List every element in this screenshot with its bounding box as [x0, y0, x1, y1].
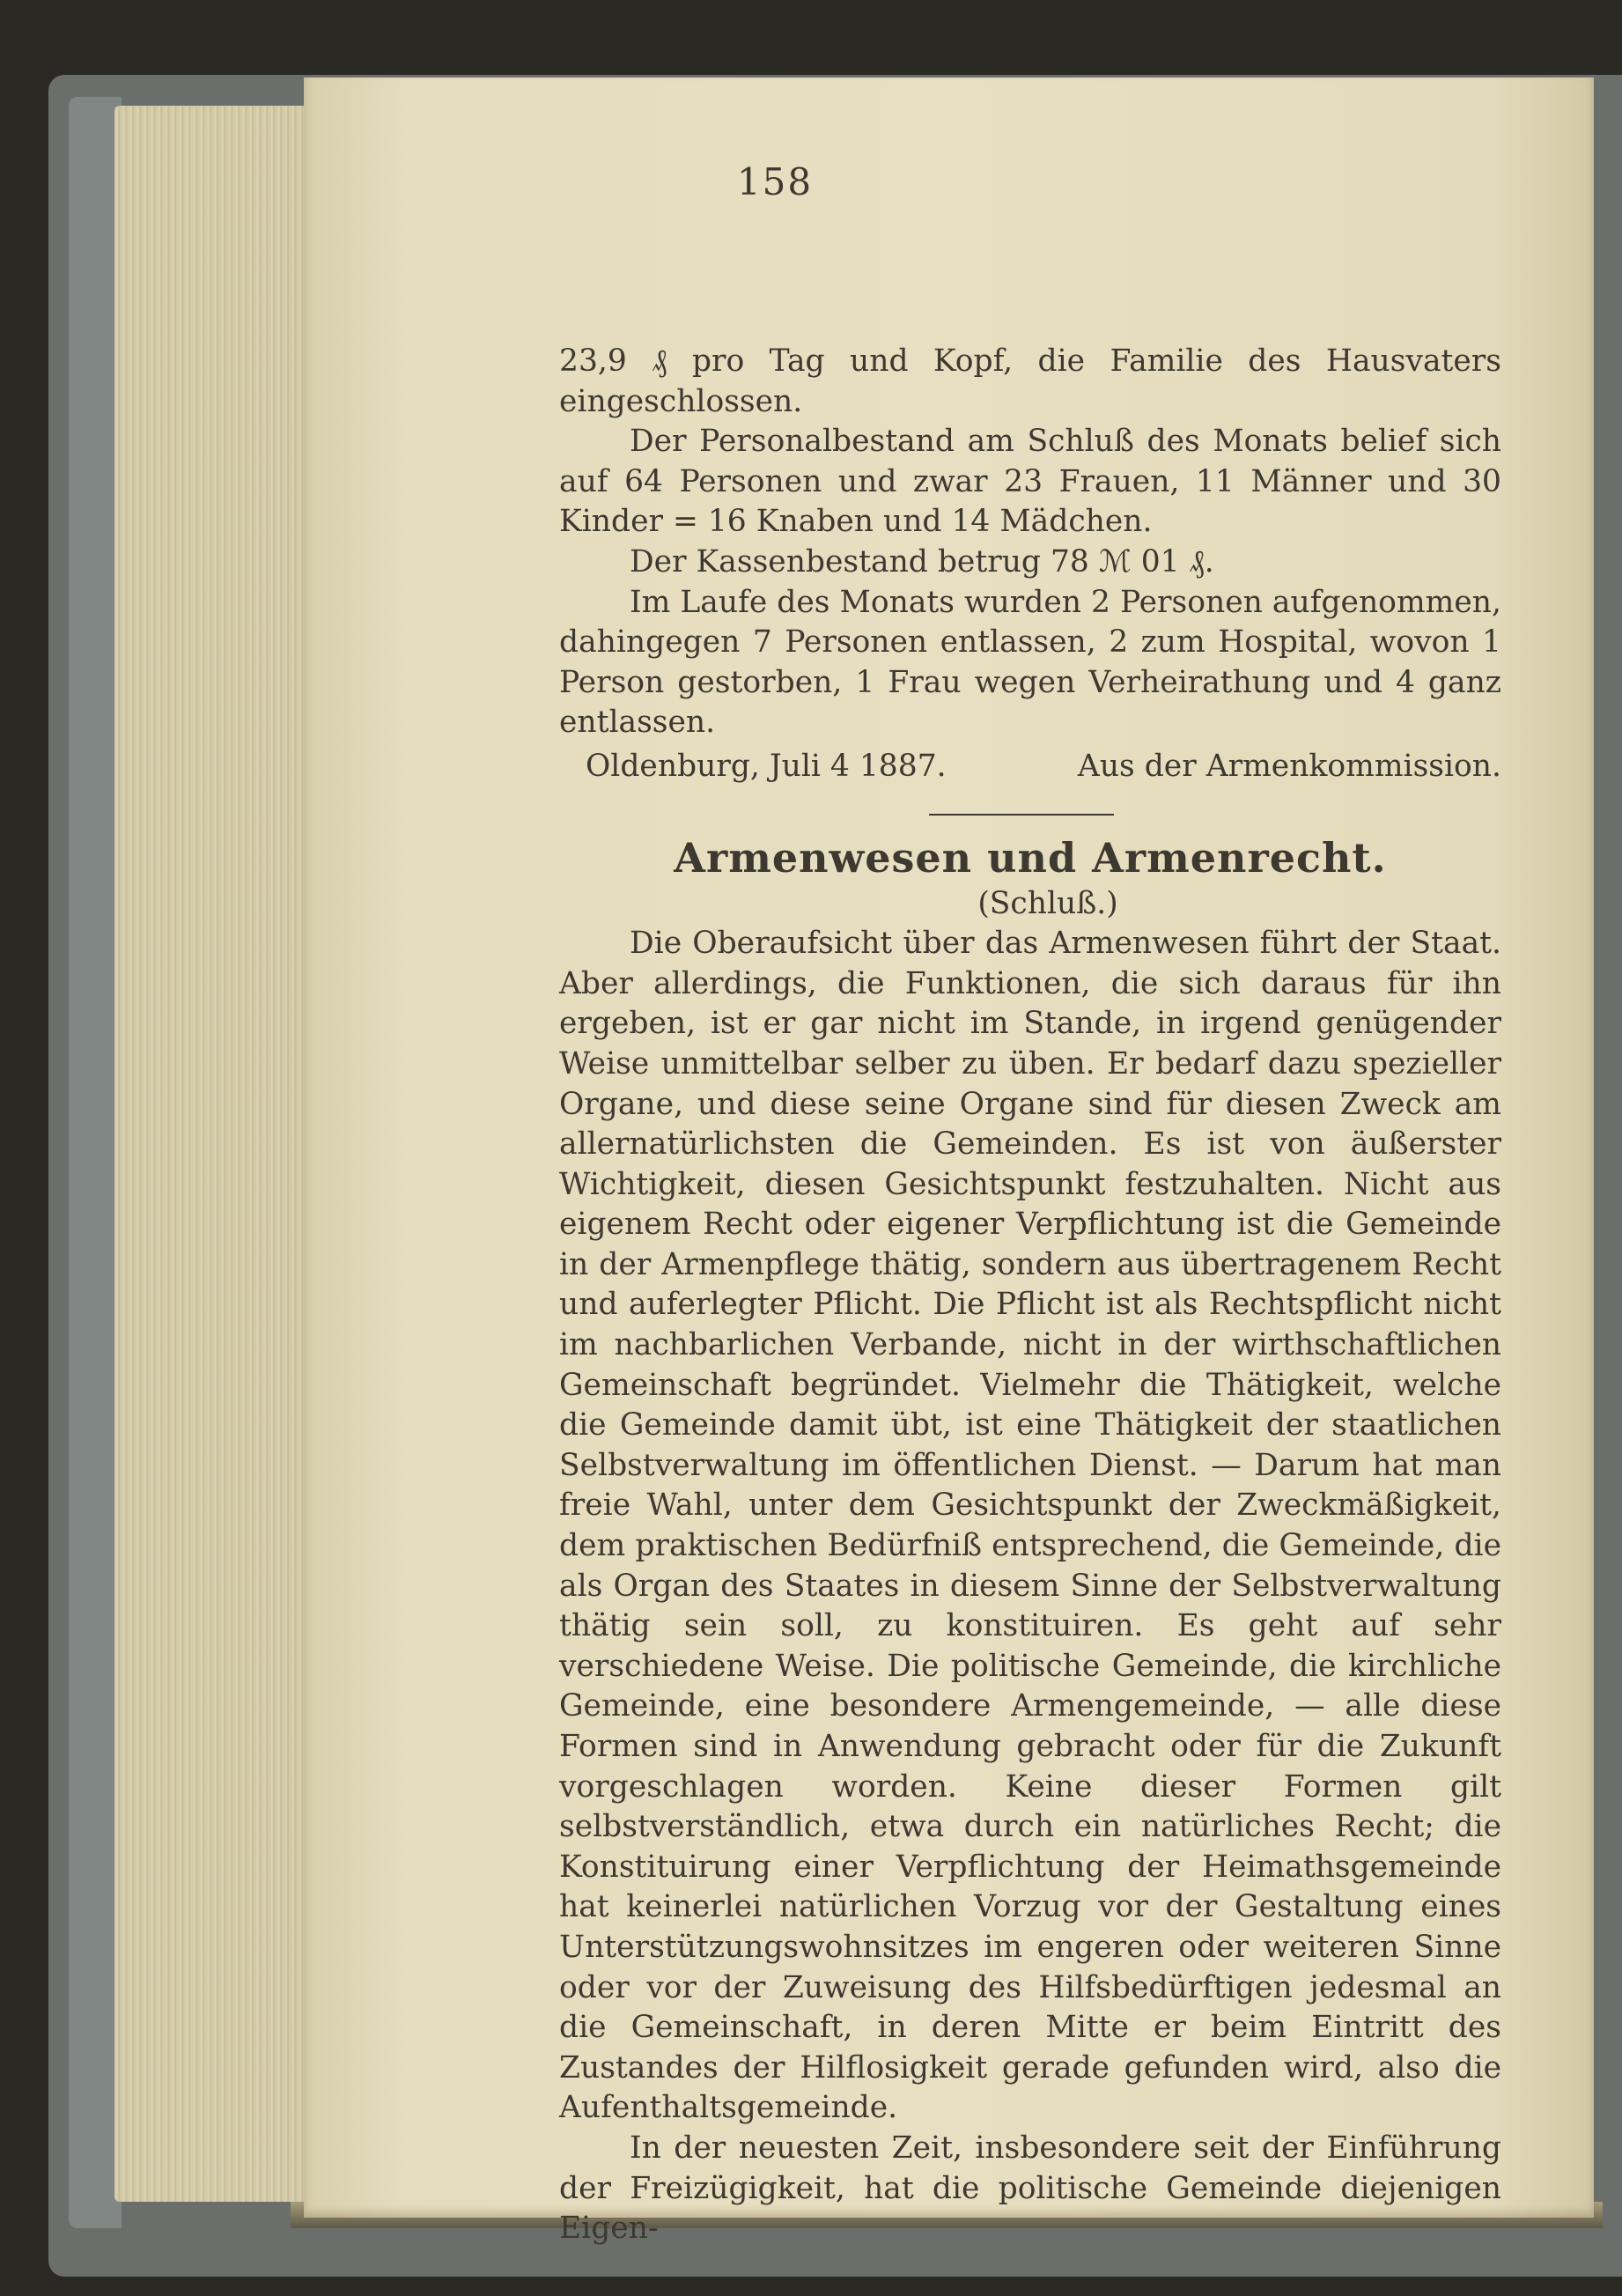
article-subtitle: (Schluß.) — [977, 885, 1118, 921]
paragraph-3: Der Kassenbestand betrug 78 ℳ 01 ₰. — [630, 543, 1214, 580]
page-number: 158 — [736, 160, 814, 203]
paragraph-4: Im Laufe des Monats wurden 2 Personen aufgenommen, dahingegen 7 Personen entlassen, 2 zum Hospital, wovon 1 Person gestorben, 1 Frau wegen Verheirathung und 4 ganz entlassen. — [559, 584, 1501, 741]
article-paragraph-2: In der neuesten Zeit, insbesondere seit der Einführung der Freizügigkeit, hat die politische Gemeinde diejenigen Eigen- — [559, 2130, 1501, 2247]
dateline — [559, 747, 1501, 787]
signature: Aus der Armenkommission. — [1077, 748, 1501, 784]
page-text — [559, 342, 1501, 2249]
book-page — [304, 78, 1594, 2247]
book-spine-edge — [69, 97, 122, 2228]
place-date: Oldenburg, Juli 4 1887. — [586, 748, 947, 784]
section-divider — [929, 814, 1114, 816]
paragraph-1: 23,9 ₰ pro Tag und Kopf, die Familie des Hausvaters eingeschlossen. — [559, 343, 1501, 419]
paragraph-2: Der Personalbestand am Schluß des Monats belief sich auf 64 Personen und zwar 23 Frauen, 11 Männer und 30 Kinder = 16 Knaben und 14 Mädchen. — [559, 424, 1501, 540]
page-edges — [114, 106, 317, 2202]
article-title: Armenwesen und Armenrecht. — [674, 833, 1387, 882]
article-paragraph-1: Die Oberaufsicht über das Armenwesen führt der Staat. Aber allerdings, die Funktionen, die sich daraus für ihn ergeben, ist er gar nicht im Stande, in irgend genügender Weise unmittelbar selber zu üben. Er bedarf dazu spezieller Organe, und diese seine Organe sind für diesen Zweck am allernatürlichsten die Gemeinden. Es ist von äußerster Wichtigkeit, diesen Gesichtspunkt festzuhalten. Nicht aus eigenem Recht oder eigener Verpflichtung ist die Gemeinde in der Armenpflege thätig, sondern aus übertragenem Recht und auferlegter Pflicht. Die Pflicht ist als Rechtspflicht nicht im nachbarlichen Verbande, nicht in der wirthschaftlichen Gemeinschaft begründet. Vielmehr die Thätigkeit, welche die Gemeinde damit übt, ist eine Thätigkeit der staatlichen Selbstverwaltung im öffentlichen Dienst. — Darum hat man freie Wahl, unter dem Gesichtspunkt der Zweckmäßigkeit, dem praktischen Bedürfniß entsprechend, die Gemeinde, die als Organ des Staates in diesem Sinne der Selbstverwaltung thätig sein soll, zu konstituiren. Es geht auf sehr verschiedene Weise. Die politische Gemeinde, die kirchliche Gemeinde, eine besondere Armengemeinde, — alle diese Formen sind in Anwendung gebracht oder für die Zukunft vorgeschlagen worden. Keine dieser Formen gilt selbstverständlich, etwa durch ein natürliches Recht; die Konstituirung einer Verpflichtung der Heimathsgemeinde hat keinerlei natürlichen Vorzug vor der Gestaltung eines Unterstützungswohnsitzes im engeren oder weiteren Sinne oder vor der Zuweisung des Hilfsbedürftigen jedesmal an die Gemeinschaft, in deren Mitte er beim Eintritt des Zustandes der Hilflosigkeit gerade gefunden wird, also die Aufenthaltsgemeinde. — [559, 926, 1501, 2126]
